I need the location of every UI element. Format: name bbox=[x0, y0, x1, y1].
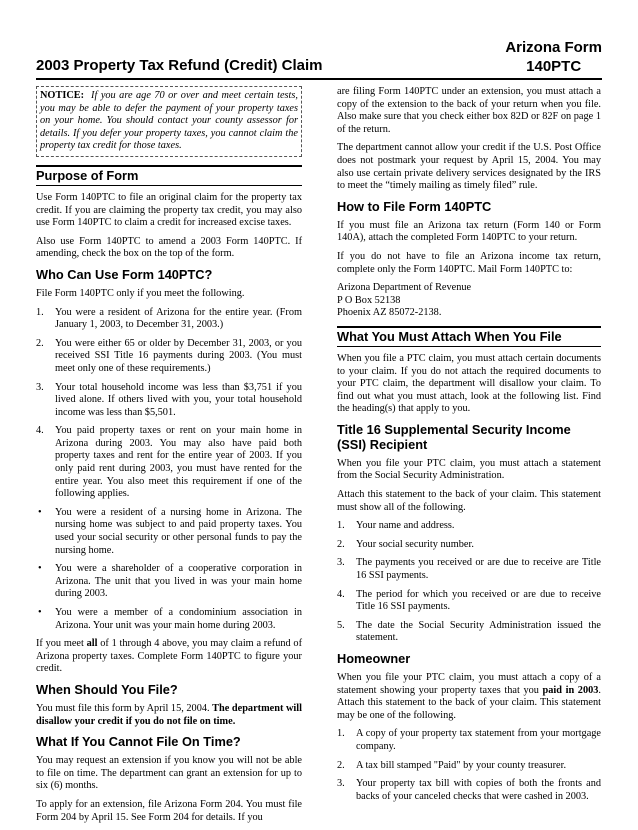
list-item bbox=[36, 338, 302, 376]
form-number: 140PTC bbox=[526, 58, 582, 75]
item-text: The date the Social Security Administration issued the statement. bbox=[356, 619, 601, 644]
purpose-paragraph-2: Also use Form 140PTC to amend a 2003 Form 140PTC. If amending, check the box on the top of the form. bbox=[36, 235, 302, 260]
list-item bbox=[36, 563, 302, 601]
how-paragraph-1: If you must file an Arizona tax return (Form 140 or Form 140A), attach the completed Form 140PTC to your return. bbox=[337, 219, 601, 244]
postmark-paragraph: The department cannot allow your credit if the U.S. Post Office does not postmark your request by April 15, 2004. You may also use certain private delivery services designated by the IRS to meet the “timely mailing as timely filed” rule. bbox=[337, 142, 601, 192]
mailing-address bbox=[337, 282, 601, 320]
list-item bbox=[337, 520, 601, 533]
form-id bbox=[505, 38, 602, 76]
cannot-paragraph-1: You may request an extension if you know you will not be able to file on time. The department can grant an extension for up to six (6) months. bbox=[36, 755, 302, 792]
heading-who: Who Can Use Form 140PTC? bbox=[36, 266, 213, 282]
who-intro: File Form 140PTC only if you meet the following. bbox=[36, 287, 245, 299]
closing-emphasis: all bbox=[86, 638, 98, 650]
list-item bbox=[337, 760, 601, 773]
header-rule bbox=[36, 78, 602, 80]
item-text: The period for which you received or are due to receive Title 16 SSI payments. bbox=[356, 588, 601, 613]
list-item bbox=[337, 589, 601, 614]
list-item bbox=[337, 728, 601, 753]
item-marker: 3. bbox=[337, 557, 345, 569]
when-warning: The department will disallow your credit if you do not file on time. bbox=[36, 702, 302, 727]
heading-cannot-file: What If You Cannot File On Time? bbox=[36, 734, 241, 750]
cannot-paragraph-2: To apply for an extension, file Arizona Form 204. You must file Form 204 by April 15. See Form 204 for details. If you bbox=[36, 798, 302, 823]
item-marker: 1. bbox=[337, 728, 345, 740]
item-marker: 3. bbox=[36, 381, 44, 393]
purpose-paragraph-1: Use Form 140PTC to file an original claim for the property tax credit. If you are claiming the property tax credit, you may also use Form 140PTC to claim a credit for increased excise taxes. bbox=[36, 191, 302, 229]
item-marker: 2. bbox=[337, 538, 345, 550]
heading-when: When Should You File? bbox=[36, 681, 178, 697]
list-item bbox=[337, 778, 601, 803]
item-marker: 1. bbox=[337, 520, 345, 532]
homeowner-paragraph bbox=[337, 672, 601, 722]
list-item bbox=[337, 539, 601, 552]
item-marker: 4. bbox=[337, 588, 345, 600]
left-column bbox=[36, 86, 302, 830]
item-text: Your name and address. bbox=[356, 520, 455, 532]
notice-text: If you are age 70 or over and meet certain tests, you may be able to defer the payment of your property taxes on your home. You should contact your county assessor for details. If you defer your property taxes, you cannot claim the property tax credit for those taxes. bbox=[40, 90, 298, 152]
heading-attach: What You Must Attach When You File bbox=[337, 326, 601, 347]
ssi-list bbox=[337, 520, 601, 645]
item-marker: 2. bbox=[337, 759, 345, 771]
form-label: Arizona Form bbox=[505, 39, 602, 56]
item-text: You were a shareholder of a cooperative corporation in Arizona. The unit that you lived in was your main home during 2003. bbox=[55, 563, 302, 600]
item-text: Your property tax bill with copies of both the fronts and backs of your canceled checks that were cashed in 2003. bbox=[356, 778, 601, 802]
item-marker: 4. bbox=[36, 425, 44, 437]
list-item bbox=[36, 307, 302, 332]
page-title: 2003 Property Tax Refund (Credit) Claim bbox=[36, 57, 323, 74]
right-column bbox=[337, 86, 601, 809]
homeowner-emphasis: paid in 2003 bbox=[542, 684, 599, 696]
homeowner-text-start: When you file your PTC claim, you must attach a copy of a statement showing your property taxes that you bbox=[337, 672, 601, 696]
heading-ssi: Title 16 Supplemental Security Income (SSI) Recipient bbox=[337, 421, 571, 452]
list-item bbox=[36, 507, 302, 557]
who-requirements-list bbox=[36, 307, 302, 501]
item-text: A tax bill stamped "Paid" by your county treasurer. bbox=[356, 759, 567, 771]
heading-purpose: Purpose of Form bbox=[36, 165, 302, 186]
homeowner-text-end: . Attach this statement to the back of your claim. This statement may be one of the following. bbox=[337, 684, 601, 721]
who-bullet-list bbox=[36, 507, 302, 632]
list-item bbox=[337, 557, 601, 582]
item-text: You were a resident of a nursing home in Arizona. The nursing home was subject to and paid property taxes. You used your social security or other personal funds to pay the nursing home. bbox=[55, 506, 302, 556]
list-item bbox=[337, 620, 601, 645]
address-line: Phoenix AZ 85072-2138. bbox=[337, 307, 442, 319]
list-item bbox=[36, 382, 302, 420]
list-item bbox=[36, 425, 302, 501]
item-marker: 5. bbox=[337, 619, 345, 631]
homeowner-list bbox=[337, 728, 601, 803]
item-text: You were a member of a condominium association in Arizona. Your unit was your main home during 2003. bbox=[55, 607, 302, 631]
bullet-marker: • bbox=[38, 506, 42, 518]
item-marker: 3. bbox=[337, 778, 345, 790]
bullet-marker: • bbox=[38, 563, 42, 575]
item-text: The payments you received or are due to receive are Title 16 SSI payments. bbox=[356, 557, 601, 582]
who-closing bbox=[36, 638, 302, 676]
item-text: You were either 65 or older by December 31, 2003, or you received SSI Title 16 payments during 2003. (You must meet only one of these requirements.) bbox=[55, 337, 302, 374]
item-text: A copy of your property tax statement from your mortgage company. bbox=[356, 728, 601, 752]
closing-text-end: of 1 through 4 above, you may claim a refund of Arizona property taxes. Complete Form 140PTC to figure your credit. bbox=[36, 638, 302, 675]
closing-text-start: If you meet bbox=[36, 638, 87, 650]
attach-paragraph: When you file a PTC claim, you must attach certain documents to your claim. If you do not attach the required documents to your PTC claim, the department will disallow your claim. To find out what you must attach, look at the following list. Find the heading(s) that apply to you. bbox=[337, 352, 601, 415]
when-text: You must file this form by April 15, 2004. bbox=[36, 702, 213, 714]
item-text: You were a resident of Arizona for the entire year. (From January 1, 2003, to December 31, 2003.) bbox=[55, 306, 302, 331]
heading-how-to-file: How to File Form 140PTC bbox=[337, 198, 492, 214]
notice-box bbox=[36, 86, 302, 157]
how-paragraph-2: If you do not have to file an Arizona income tax return, complete only the Form 140PTC. Mail Form 140PTC to: bbox=[337, 250, 601, 275]
ssi-paragraph-2: Attach this statement to the back of your claim. This statement must show all of the following. bbox=[337, 489, 601, 513]
heading-homeowner: Homeowner bbox=[337, 651, 411, 666]
address-line: P O Box 52138 bbox=[337, 294, 401, 306]
item-text: Your total household income was less than $3,751 if you lived alone. If others lived with you, your total household income was less than $5,501. bbox=[55, 381, 302, 418]
when-paragraph bbox=[36, 703, 302, 728]
ssi-paragraph-1: When you file your PTC claim, you must attach a statement from the Social Security Administration. bbox=[337, 457, 601, 482]
item-marker: 1. bbox=[36, 306, 44, 318]
extension-paragraph: are filing Form 140PTC under an extension, you must attach a copy of the extension to the back of your return when you file. Also make sure that you check either box 82D or 82F on page 1 of the return. bbox=[337, 86, 601, 135]
item-text: Your social security number. bbox=[356, 538, 474, 550]
address-line: Arizona Department of Revenue bbox=[337, 282, 472, 294]
item-text: You paid property taxes or rent on your main home in Arizona during 2003. You may also have paid both property taxes and rent for the entire year of 2003. If you only paid rent during 2003, you must have rented for the entire year. You also meet this requirement if one of the following applies. bbox=[55, 425, 302, 500]
notice-lead: NOTICE: bbox=[40, 90, 85, 101]
item-marker: 2. bbox=[36, 337, 44, 349]
list-item bbox=[36, 607, 302, 632]
bullet-marker: • bbox=[38, 607, 42, 618]
